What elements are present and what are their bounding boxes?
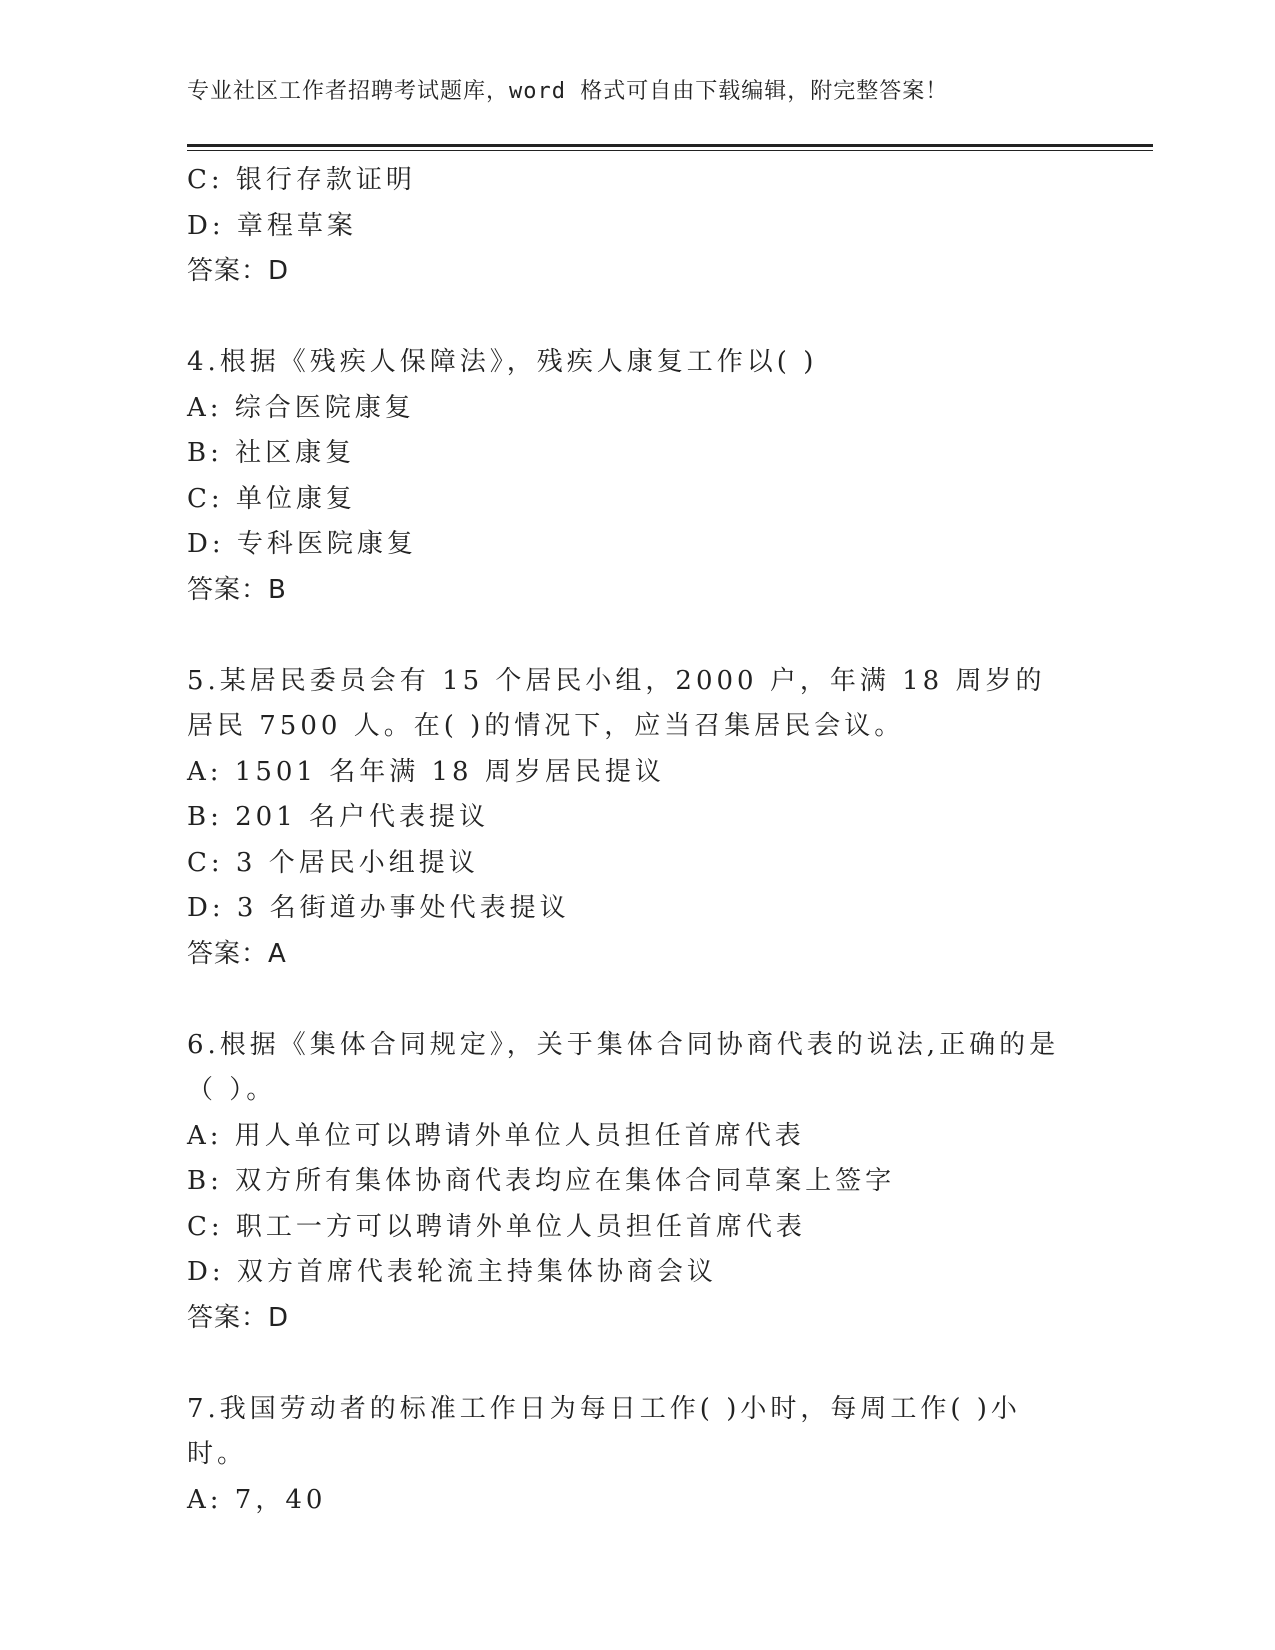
spacer (187, 977, 1087, 1023)
question-3-tail (187, 158, 1087, 295)
option-c: C: 职工一方可以聘请外单位人员担任首席代表 (187, 1211, 806, 1242)
question-stem: 6.根据《集体合同规定》，关于集体合同协商代表的说法,正确的是（ ）。 (187, 1029, 1060, 1105)
spacer (187, 613, 1087, 659)
question-stem: 7.我国劳动者的标准工作日为每日工作( )小时，每周工作( )小时。 (187, 1393, 1021, 1469)
option-b: B: 社区康复 (187, 438, 356, 468)
question-stem: 4.根据《残疾人保障法》，残疾人康复工作以( ) (187, 347, 818, 377)
question-list (187, 158, 1087, 1523)
spacer (187, 1341, 1087, 1387)
option-a: A: 综合医院康复 (187, 392, 415, 423)
option-b: B: 双方所有集体协商代表均应在集体合同草案上签字 (187, 1166, 896, 1196)
spacer (187, 295, 1087, 341)
option-d: D: 3 名街道办事处代表提议 (187, 893, 570, 923)
answer: 答案：B (187, 574, 287, 605)
header-note: 专业社区工作者招聘考试题库，word 格式可自由下载编辑，附完整答案！ (187, 79, 949, 104)
option-a: A: 用人单位可以聘请外单位人员担任首席代表 (187, 1120, 805, 1151)
answer: 答案：A (187, 938, 287, 969)
option-c: C: 3 个居民小组提议 (187, 847, 479, 878)
option-c: C: 银行存款证明 (187, 165, 416, 195)
option-c: C: 单位康复 (187, 483, 356, 514)
option-a: A: 7，40 (187, 1484, 327, 1515)
option-a: A: 1501 名年满 18 周岁居民提议 (187, 756, 665, 787)
question-5 (187, 659, 1087, 978)
option-d: D: 双方首席代表轮流主持集体协商会议 (187, 1257, 717, 1287)
header-divider-thin (187, 150, 1153, 151)
answer: 答案：D (187, 256, 290, 286)
question-4 (187, 340, 1087, 613)
question-stem: 5.某居民委员会有 15 个居民小组，2000 户，年满 18 周岁的居民 7500 人。在( )的情况下，应当召集居民会议。 (187, 665, 1046, 741)
option-d: D: 章程草案 (187, 210, 357, 241)
option-d: D: 专科医院康复 (187, 529, 417, 559)
question-6 (187, 1023, 1087, 1342)
question-7 (187, 1387, 1087, 1524)
header-divider-thick (187, 144, 1153, 147)
option-b: B: 201 名户代表提议 (187, 802, 490, 832)
answer: 答案：D (187, 1302, 290, 1333)
